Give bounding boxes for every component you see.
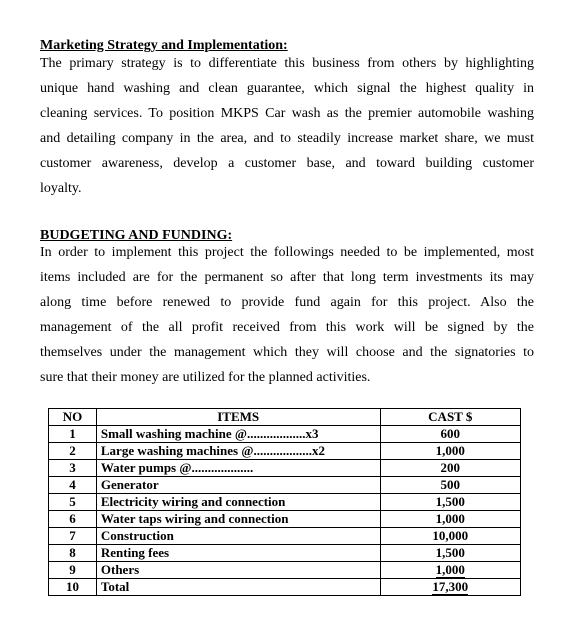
table-row bbox=[49, 494, 521, 511]
row-item: Small washing machine @..................x3 bbox=[96, 426, 380, 443]
table-header-row bbox=[49, 409, 521, 426]
budgeting-line: items included are for the permanent so after that long term investments its may bbox=[40, 270, 534, 285]
budgeting-heading: BUDGETING AND FUNDING: bbox=[40, 228, 233, 243]
row-cost: 600 bbox=[380, 426, 520, 443]
marketing-paragraph bbox=[40, 51, 534, 201]
row-cost: 500 bbox=[380, 477, 520, 494]
table-row bbox=[49, 528, 521, 545]
budgeting-line: along time before renewed to provide fund again for this project. Also the bbox=[40, 295, 534, 310]
row-item: Construction bbox=[96, 528, 380, 545]
row-item: Others bbox=[96, 562, 380, 579]
table-row bbox=[49, 511, 521, 528]
row-no: 8 bbox=[49, 545, 97, 562]
budgeting-line: management of the all profit received from this work will be signed by the bbox=[40, 320, 534, 335]
row-item: Total bbox=[96, 579, 380, 596]
budgeting-line: In order to implement this project the followings needed to be implemented, most bbox=[40, 245, 534, 260]
row-item: Water taps wiring and connection bbox=[96, 511, 380, 528]
marketing-line: and detailing company in the area, and to steadily increase market share, we must bbox=[40, 131, 534, 146]
header-no: NO bbox=[49, 409, 97, 426]
row-cost-total-cell bbox=[380, 579, 520, 596]
row-item: Generator bbox=[96, 477, 380, 494]
budgeting-line: themselves under the management which they will choose and the signatories to bbox=[40, 345, 534, 360]
row-no: 3 bbox=[49, 460, 97, 477]
row-cost: 1,500 bbox=[380, 545, 520, 562]
row-no: 5 bbox=[49, 494, 97, 511]
row-item: Large washing machines @..................x2 bbox=[96, 443, 380, 460]
table-row bbox=[49, 579, 521, 596]
budget-table bbox=[48, 408, 521, 596]
row-no: 7 bbox=[49, 528, 97, 545]
row-cost: 1,000 bbox=[380, 443, 520, 460]
row-item: Water pumps @................... bbox=[96, 460, 380, 477]
budgeting-paragraph bbox=[40, 240, 534, 390]
table-row bbox=[49, 426, 521, 443]
row-cost: 1,000 bbox=[380, 511, 520, 528]
row-cost: 200 bbox=[380, 460, 520, 477]
marketing-heading: Marketing Strategy and Implementation: bbox=[40, 38, 288, 53]
row-item: Renting fees bbox=[96, 545, 380, 562]
row-cost-subtotal-cell bbox=[380, 562, 520, 579]
marketing-line: unique hand washing and clean guarantee, which signal the highest quality in bbox=[40, 81, 534, 96]
row-no: 10 bbox=[49, 579, 97, 596]
table-row bbox=[49, 443, 521, 460]
row-no: 4 bbox=[49, 477, 97, 494]
table-row bbox=[49, 477, 521, 494]
row-cost: 1,000 bbox=[435, 562, 465, 577]
row-item: Electricity wiring and connection bbox=[96, 494, 380, 511]
row-no: 9 bbox=[49, 562, 97, 579]
row-cost: 1,500 bbox=[380, 494, 520, 511]
marketing-line: customer awareness, develop a customer base, and toward building customer bbox=[40, 156, 534, 171]
table-row bbox=[49, 460, 521, 477]
row-no: 1 bbox=[49, 426, 97, 443]
header-items: ITEMS bbox=[96, 409, 380, 426]
marketing-line: cleaning services. To position MKPS Car wash as the premier automobile washing bbox=[40, 106, 534, 121]
marketing-line: loyalty. bbox=[40, 181, 82, 196]
marketing-line: The primary strategy is to differentiate this business from others by highlighting bbox=[40, 56, 534, 71]
table-row bbox=[49, 545, 521, 562]
row-no: 6 bbox=[49, 511, 97, 528]
row-no: 2 bbox=[49, 443, 97, 460]
budgeting-line: sure that their money are utilized for the planned activities. bbox=[40, 370, 371, 385]
row-cost: 10,000 bbox=[380, 528, 520, 545]
total-cost: 17,300 bbox=[432, 579, 469, 594]
header-cost: CAST $ bbox=[380, 409, 520, 426]
table-row bbox=[49, 562, 521, 579]
